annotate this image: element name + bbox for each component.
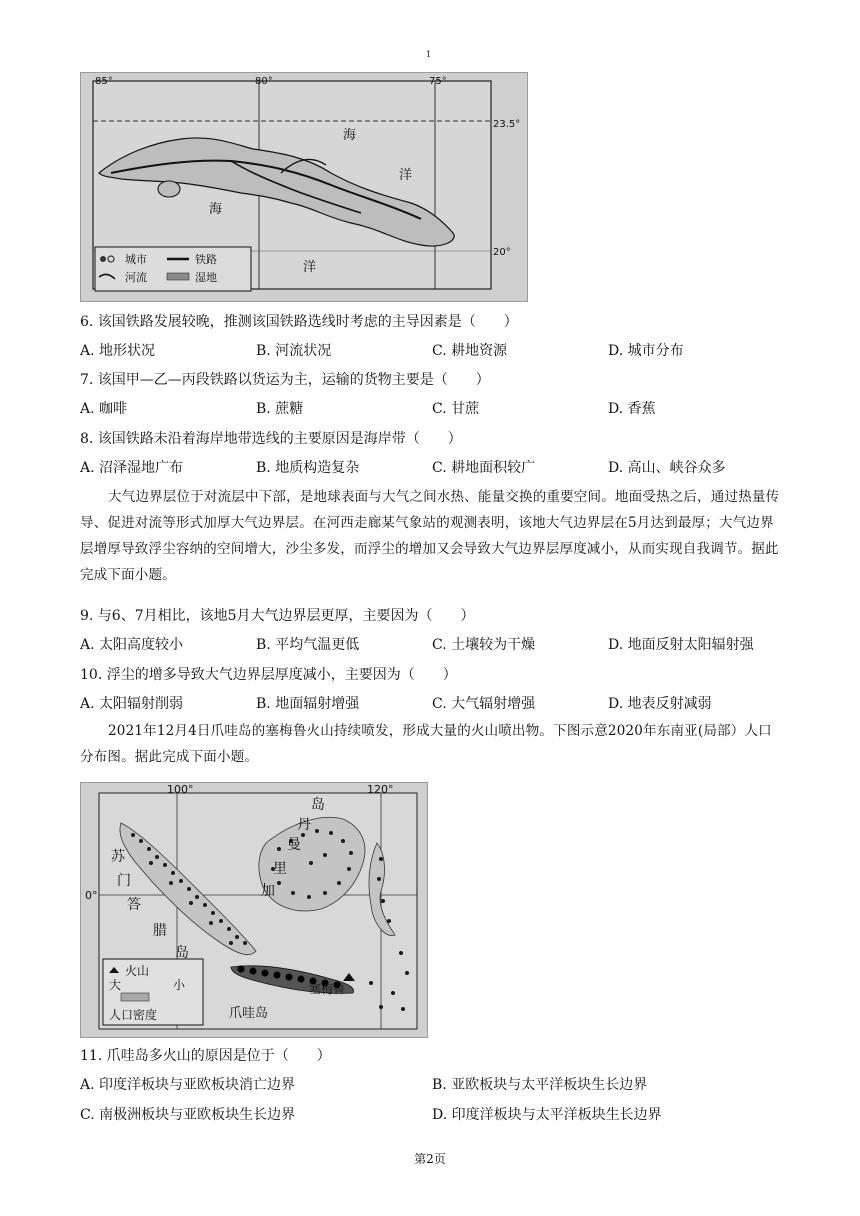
question-7-option-c[interactable]: C. 甘蔗 [432,401,480,417]
question-11-option-a[interactable]: A. 印度洋板块与亚欧板块消亡边界 [80,1077,296,1093]
legend-small-label: 小 [173,978,186,992]
question-8-stem: 8. 该国铁路未沿着海岸地带选线的主要原因是海岸带（ ） [80,431,462,447]
question-8-option-c[interactable]: C. 耕地面积较广 [432,460,536,476]
kalimantan-label-1: 加 [261,883,275,899]
question-6-option-a[interactable]: A. 地形状况 [80,343,156,359]
page-number: 第2页 [414,1152,446,1166]
question-10-option-b[interactable]: B. 地面辐射增强 [256,696,360,712]
lon-100-label: 100° [167,783,194,796]
legend-volcano-label: 火山 [125,964,150,978]
semeru-label: 塞梅鲁 [309,982,346,996]
question-10-stem: 10. 浮尘的增多导致大气边界层厚度减小，主要因为（ ） [80,667,457,683]
question-7-stem: 7. 该国甲—乙—丙段铁路以货运为主，运输的货物主要是（ ） [80,372,490,388]
sumatra-label-5: 岛 [175,945,189,961]
ocean-label-2: 洋 [303,260,317,275]
question-9-stem: 9. 与6、7月相比，该地5月大气边界层更厚，主要因为（ ） [80,608,475,624]
question-8-option-d[interactable]: D. 高山、峡谷众多 [608,460,726,476]
lon-75-label: 75° [429,76,447,87]
passage-boundary-layer: 大气边界层位于对流层中下部，是地球表面与大气之间水热、能量交换的重要空间。地面受热之后，通过热量传导、促进对流等形式加厚大气边界层。在河西走廊某气象站的观测表明，该地大气边界层在5月达到最厚；大气边界层增厚导致浮尘容纳的空间增大，沙尘多发，而浮尘的增加又会导致大气边界层厚度减小，从而实现自我调节。据此完成下面小题。 [80,489,780,583]
question-9-option-a[interactable]: A. 太阳高度较小 [80,637,184,653]
question-11-option-b[interactable]: B. 亚欧板块与太平洋板块生长边界 [432,1077,648,1093]
sumatra-label-4: 腊 [153,923,167,939]
legend-rail-label: 铁路 [195,253,217,266]
question-6-stem: 6. 该国铁路发展较晚，推测该国铁路选线时考虑的主导因素是（ ） [80,314,518,330]
sea-label-2: 海 [209,202,223,217]
question-6-option-c[interactable]: C. 耕地资源 [432,343,508,359]
legend-city-label: 城市 [125,253,147,266]
lat-23-5-label: 23.5° [493,119,521,130]
kalimantan-label-4: 丹 [297,817,311,833]
question-10-option-a[interactable]: A. 太阳辐射削弱 [80,696,184,712]
page-mark: 1 [426,50,432,59]
question-6-option-b[interactable]: B. 河流状况 [256,343,332,359]
question-11-option-d[interactable]: D. 印度洋板块与太平洋板块生长边界 [432,1107,662,1123]
legend-density-label: 人口密度 [109,1008,158,1022]
sumatra-label-2: 门 [117,873,131,889]
sea-label-1: 海 [343,128,357,143]
southeast-asia-population-map [80,782,428,1038]
ocean-label-1: 洋 [399,168,413,183]
question-8-option-b[interactable]: B. 地质构造复杂 [256,460,360,476]
lat-0-label: 0° [85,889,98,902]
legend-wetland-label: 湿地 [195,271,217,284]
lon-85-label: 85° [95,76,113,87]
question-10-option-c[interactable]: C. 大气辐射增强 [432,696,536,712]
question-7-option-d[interactable]: D. 香蕉 [608,401,656,417]
lat-20-label: 20° [493,247,511,258]
sumatra-label-3: 答 [127,897,141,913]
cuba-map [80,72,528,302]
question-7-option-b[interactable]: B. 蔗糖 [256,401,304,417]
question-6-option-d[interactable]: D. 城市分布 [608,343,684,359]
question-11-option-c[interactable]: C. 南极洲板块与亚欧板块生长边界 [80,1107,296,1123]
passage-semeru: 2021年12月4日爪哇岛的塞梅鲁火山持续喷发，形成大量的火山喷出物。下图示意2020年东南亚(局部）人口分布图。据此完成下面小题。 [80,723,772,765]
kalimantan-label-3: 曼 [287,837,301,853]
kalimantan-label-2: 里 [273,861,287,877]
java-label: 爪哇岛 [229,1006,269,1021]
question-7-option-a[interactable]: A. 咖啡 [80,401,128,417]
question-9-option-d[interactable]: D. 地面反射太阳辐射强 [608,637,754,653]
lon-120-label: 120° [367,783,394,796]
question-9-option-b[interactable]: B. 平均气温更低 [256,637,360,653]
sumatra-label-1: 苏 [111,849,125,865]
legend-large-label: 大 [109,978,122,992]
question-9-option-c[interactable]: C. 土壤较为干燥 [432,637,536,653]
kalimantan-label-5: 岛 [311,797,325,813]
question-10-option-d[interactable]: D. 地表反射减弱 [608,696,712,712]
legend-river-label: 河流 [125,271,147,284]
question-11-stem: 11. 爪哇岛多火山的原因是位于（ ） [80,1048,331,1064]
lon-80-label: 80° [255,76,273,87]
question-8-option-a[interactable]: A. 沼泽湿地广布 [80,460,184,476]
